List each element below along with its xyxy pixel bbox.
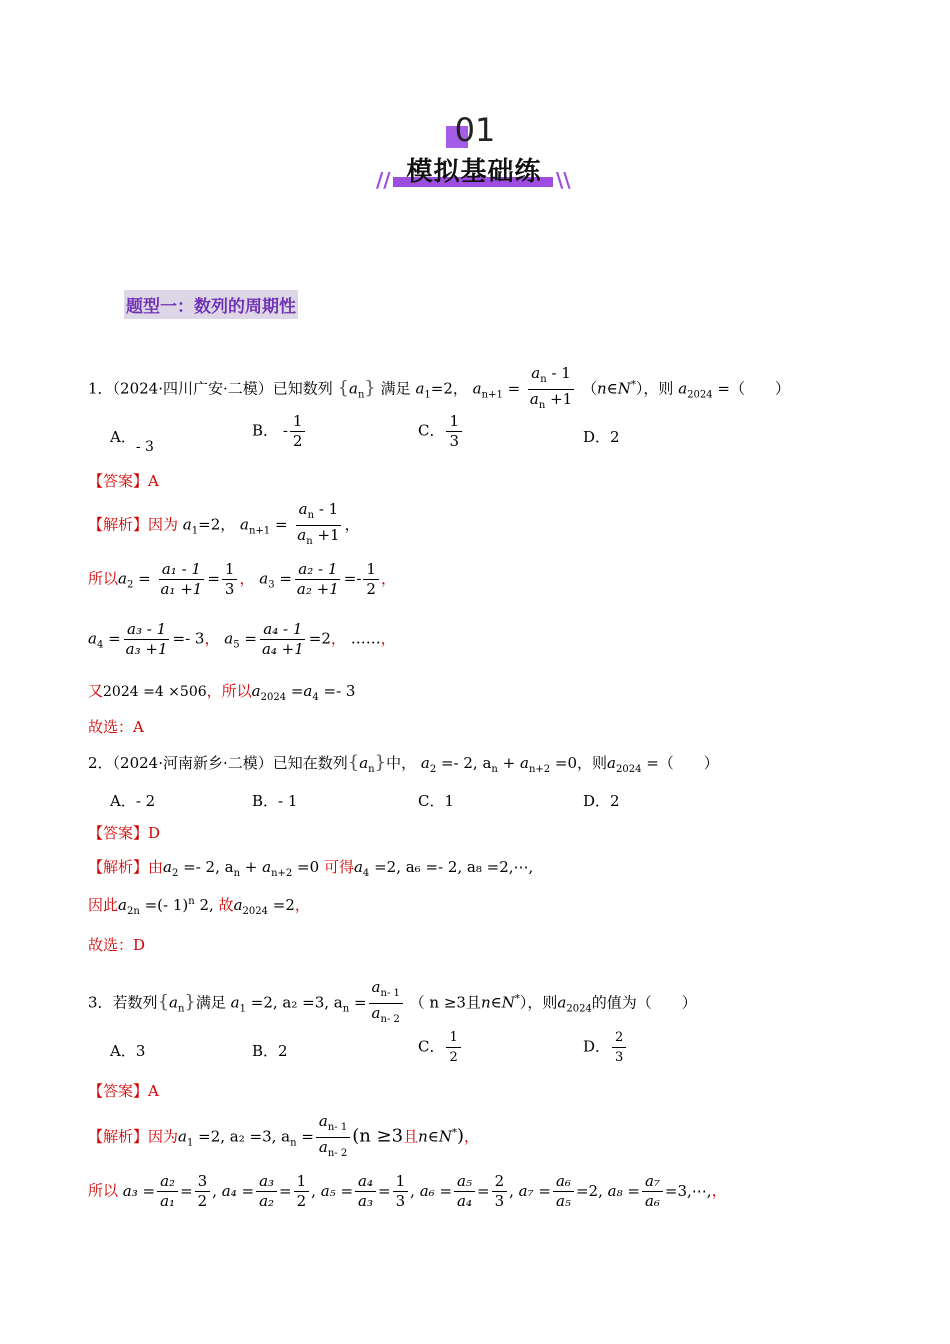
q1-stem: 1．（2024·四川广安·二模）已知数列 $\{a_n\}$ 满足 $a_1=2$， $a_{n+1}$ = $\frac{a_n - 1}{a_n +1}$ （n∈N*），则 $a_{2024}$ =（ ） xyxy=(88,364,790,411)
q1-option-b: B． - $\frac{1}{2}$ xyxy=(252,412,307,451)
section-title: 题型一：数列的周期性 xyxy=(124,290,298,319)
q1-solution-line2: 所以$a_2$ = $\frac{\text{a₁ - 1}}{\text{a₁ +1}}$ = $\frac{1}{3}$ ， $a_3$ = $\frac{\text{a₂ - 1}}{\text{a₂ +1}}$ =- $\frac{1}{2}$ ， xyxy=(88,560,396,598)
q2-option-a: A．- 2 xyxy=(110,792,156,810)
q3-term-a7: a₇ = $\frac{\text{a₆}}{\text{a₅}}$ =2, xyxy=(518,1172,603,1210)
q1-solution-line3: $a_4$ = $\frac{\text{a₃ - 1}}{\text{a₃ +1}}$ =- 3， $a_5$ = $\frac{\text{a₄ - 1}}{\text{a₄ +1}}$ =2， ……， xyxy=(88,620,396,658)
q3-term-a4: a₄ = $\frac{\text{a₃}}{\text{a₂}}$ = $\frac{1}{2}$ , xyxy=(221,1172,316,1210)
q1-option-d: D．2 xyxy=(583,428,620,446)
q3-stem: 3．若数列$\{a_n\}$满足 $a_1 =2$, a₂ =3, $a_n$ = $\frac{a_{n- 1}}{a_{n- 2}}$ （ n ≥3且n∈N*），则$a_{2024}$的值为（ ） xyxy=(88,978,697,1025)
q3-option-a: A．3 xyxy=(110,1042,146,1060)
header-number: 01 xyxy=(454,111,496,149)
q2-option-b: B．- 1 xyxy=(252,792,298,810)
header-right-mark: \\ xyxy=(556,168,571,192)
q3-option-c: C． $\frac{1}{2}$ xyxy=(418,1028,463,1067)
q3-solution-line2: 所以 a₃ = $\frac{\text{a₂}}{\text{a₁}}$ = $\frac{3}{2}$ , a₄ = $\frac{\text{a₃}}{\text{a₂}}$ = $\frac{1}{2}$ , a₅ = $\frac{\text{a₄}}{\text{a₃}}$ = $\frac{1}{3}$ , a₆ = $\frac{\text{a₅}}{\text{a₄}}$ = $\frac{2}{3}$ , a₇ = $\frac{\text{a₆}}{\text{a₅}}$ =2, a₈ = $\frac{\text{a₇}}{\text{a₆}}$ =3,⋯,， xyxy=(88,1172,727,1210)
q1-option-a: A．- 3 xyxy=(110,428,154,455)
q3-solution-line1: 【解析】因为$a_1 =2$, a₂ =3, $a_n$ = $\frac{a_{n- 1}}{a_{n- 2}}$ (n ≥3且n∈N*)， xyxy=(88,1112,480,1159)
q2-solution-line1: 【解析】由$a_2 =- 2$, $a_n + a_{n+2} =0$ 可得$a_4 =2$, a₆ =- 2, a₈ =2,⋯, xyxy=(88,858,534,879)
q2-stem: 2．（2024·河南新乡·二模）已知在数列$\{a_n\}$中， $a_2 =- 2$, $a_n + a_{n+2} =0$，则$a_{2024}$ =（ ） xyxy=(88,752,719,775)
q3-answer: 【答案】A xyxy=(88,1082,159,1100)
header-title: 模拟基础练 xyxy=(406,157,542,187)
q2-answer: 【答案】D xyxy=(88,824,161,842)
q1-option-c: C． $\frac{1}{3}$ xyxy=(418,412,464,451)
q3-term-a6: a₆ = $\frac{\text{a₅}}{\text{a₄}}$ = $\frac{2}{3}$ , xyxy=(419,1172,514,1210)
q3-term-a5: a₅ = $\frac{\text{a₄}}{\text{a₃}}$ = $\frac{1}{3}$ , xyxy=(320,1172,415,1210)
q3-option-d: D． $\frac{2}{3}$ xyxy=(583,1028,628,1067)
q1-pick: 故选：A xyxy=(88,718,144,736)
q1-solution-line1: 【解析】因为 $a_1=2$， $a_{n+1}$ = $\frac{a_n - 1}{a_n +1}$ ， xyxy=(88,500,360,547)
q2-pick: 故选：D xyxy=(88,936,146,954)
q2-option-c: C．1 xyxy=(418,792,455,810)
q1-solution-line4: 又2024 =4 ×506，所以$a_{2024} =a_4 =- 3$ xyxy=(88,682,356,703)
q3-term-a8: a₈ = $\frac{\text{a₇}}{\text{a₆}}$ =3,⋯, xyxy=(607,1172,712,1210)
header-left-mark: // xyxy=(376,168,391,192)
q2-solution-line2: 因此$a_{2n}$ =(- 1)$^n$ 2, 故$a_{2024} =2$， xyxy=(88,896,310,917)
q3-option-b: B．2 xyxy=(252,1042,288,1060)
q2-option-d: D．2 xyxy=(583,792,620,810)
q3-term-a3: a₃ = $\frac{\text{a₂}}{\text{a₁}}$ = $\frac{3}{2}$ , xyxy=(122,1172,217,1210)
q1-answer: 【答案】A xyxy=(88,472,159,490)
